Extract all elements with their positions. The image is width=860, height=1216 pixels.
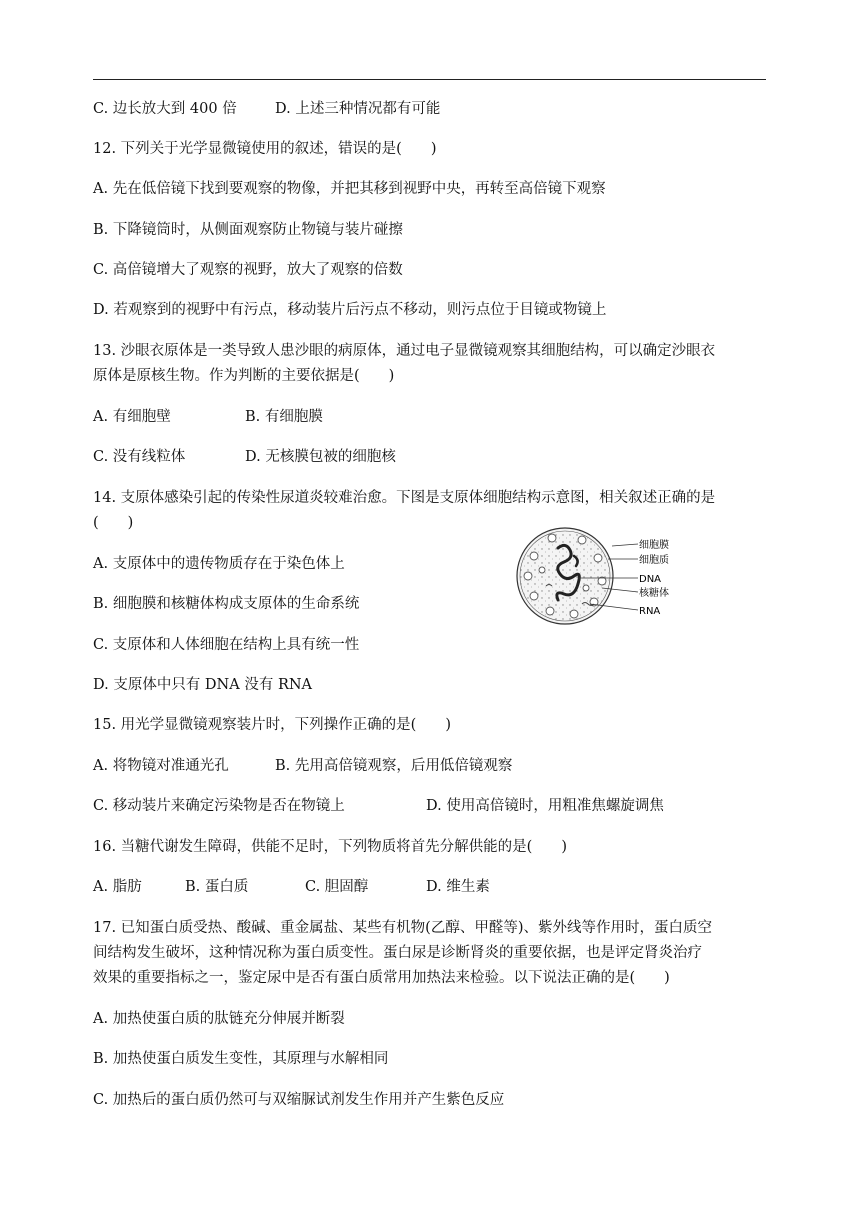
label-cell-membrane: 细胞膜	[639, 540, 669, 551]
label-rna: RNA	[639, 606, 661, 617]
q12-option-b[interactable]: B. 下降镜筒时，从侧面观察防止物镜与装片碰擦	[93, 222, 403, 238]
header-rule	[93, 79, 766, 80]
q14-option-b[interactable]: B. 细胞膜和核糖体构成支原体的生命系统	[93, 596, 360, 612]
q13-option-a[interactable]: A. 有细胞壁	[93, 409, 171, 425]
q13-stem-line-2: 原体是原核生物。作为判断的主要依据是( )	[93, 368, 395, 384]
q12-stem: 12. 下列关于光学显微镜使用的叙述，错误的是( )	[93, 141, 437, 157]
q15-option-a[interactable]: A. 将物镜对准通光孔	[93, 758, 229, 774]
mycoplasma-cell-diagram	[512, 526, 682, 626]
q12-option-c[interactable]: C. 高倍镜增大了观察的视野，放大了观察的倍数	[93, 262, 403, 278]
label-cytoplasm: 细胞质	[639, 555, 669, 566]
q14-option-d[interactable]: D. 支原体中只有 DNA 没有 RNA	[93, 677, 313, 693]
q13-stem-line-1: 13. 沙眼衣原体是一类导致人患沙眼的病原体，通过电子显微镜观察其细胞结构，可以确定沙眼衣	[93, 343, 716, 359]
q15-option-d[interactable]: D. 使用高倍镜时，用粗准焦螺旋调焦	[426, 798, 664, 814]
q16-option-a[interactable]: A. 脂肪	[93, 879, 142, 895]
q11-option-c[interactable]: C. 边长放大到 400 倍	[93, 101, 237, 117]
q14-option-c[interactable]: C. 支原体和人体细胞在结构上具有统一性	[93, 637, 360, 653]
q14-option-a[interactable]: A. 支原体中的遗传物质存在于染色体上	[93, 556, 345, 572]
q17-option-c[interactable]: C. 加热后的蛋白质仍然可与双缩脲试剂发生作用并产生紫色反应	[93, 1092, 505, 1108]
q12-option-a[interactable]: A. 先在低倍镜下找到要观察的物像，并把其移到视野中央，再转至高倍镜下观察	[93, 181, 606, 197]
q17-stem-line-1: 17. 已知蛋白质受热、酸碱、重金属盐、某些有机物(乙醇、甲醛等)、紫外线等作用时，蛋白质空	[93, 920, 712, 936]
q17-option-a[interactable]: A. 加热使蛋白质的肽链充分伸展并断裂	[93, 1011, 345, 1027]
label-dna: DNA	[639, 574, 662, 585]
q16-option-d[interactable]: D. 维生素	[426, 879, 490, 895]
q17-stem-line-2: 间结构发生破坏，这种情况称为蛋白质变性。蛋白尿是诊断肾炎的重要依据，也是评定肾炎治疗	[93, 945, 702, 961]
q14-stem-line-2: ( )	[93, 515, 134, 531]
q16-stem: 16. 当糖代谢发生障碍，供能不足时，下列物质将首先分解供能的是( )	[93, 839, 567, 855]
q16-option-c[interactable]: C. 胆固醇	[305, 879, 369, 895]
q16-option-b[interactable]: B. 蛋白质	[185, 879, 249, 895]
q14-stem-line-1: 14. 支原体感染引起的传染性尿道炎较难治愈。下图是支原体细胞结构示意图，相关叙述正确的是	[93, 490, 716, 506]
q13-option-b[interactable]: B. 有细胞膜	[245, 409, 323, 425]
q15-option-c[interactable]: C. 移动装片来确定污染物是否在物镜上	[93, 798, 345, 814]
q15-stem: 15. 用光学显微镜观察装片时，下列操作正确的是( )	[93, 717, 451, 733]
q11-option-d[interactable]: D. 上述三种情况都有可能	[275, 101, 441, 117]
label-ribosome: 核糖体	[639, 588, 669, 599]
q13-option-d[interactable]: D. 无核膜包被的细胞核	[245, 449, 396, 465]
q13-option-c[interactable]: C. 没有线粒体	[93, 449, 186, 465]
q17-option-b[interactable]: B. 加热使蛋白质发生变性，其原理与水解相同	[93, 1051, 389, 1067]
q15-option-b[interactable]: B. 先用高倍镜观察，后用低倍镜观察	[275, 758, 513, 774]
q12-option-d[interactable]: D. 若观察到的视野中有污点，移动装片后污点不移动，则污点位于目镜或物镜上	[93, 302, 607, 318]
q17-stem-line-3: 效果的重要指标之一，鉴定尿中是否有蛋白质常用加热法来检验。以下说法正确的是( )	[93, 970, 670, 986]
mycoplasma-diagram-svg	[512, 526, 682, 626]
